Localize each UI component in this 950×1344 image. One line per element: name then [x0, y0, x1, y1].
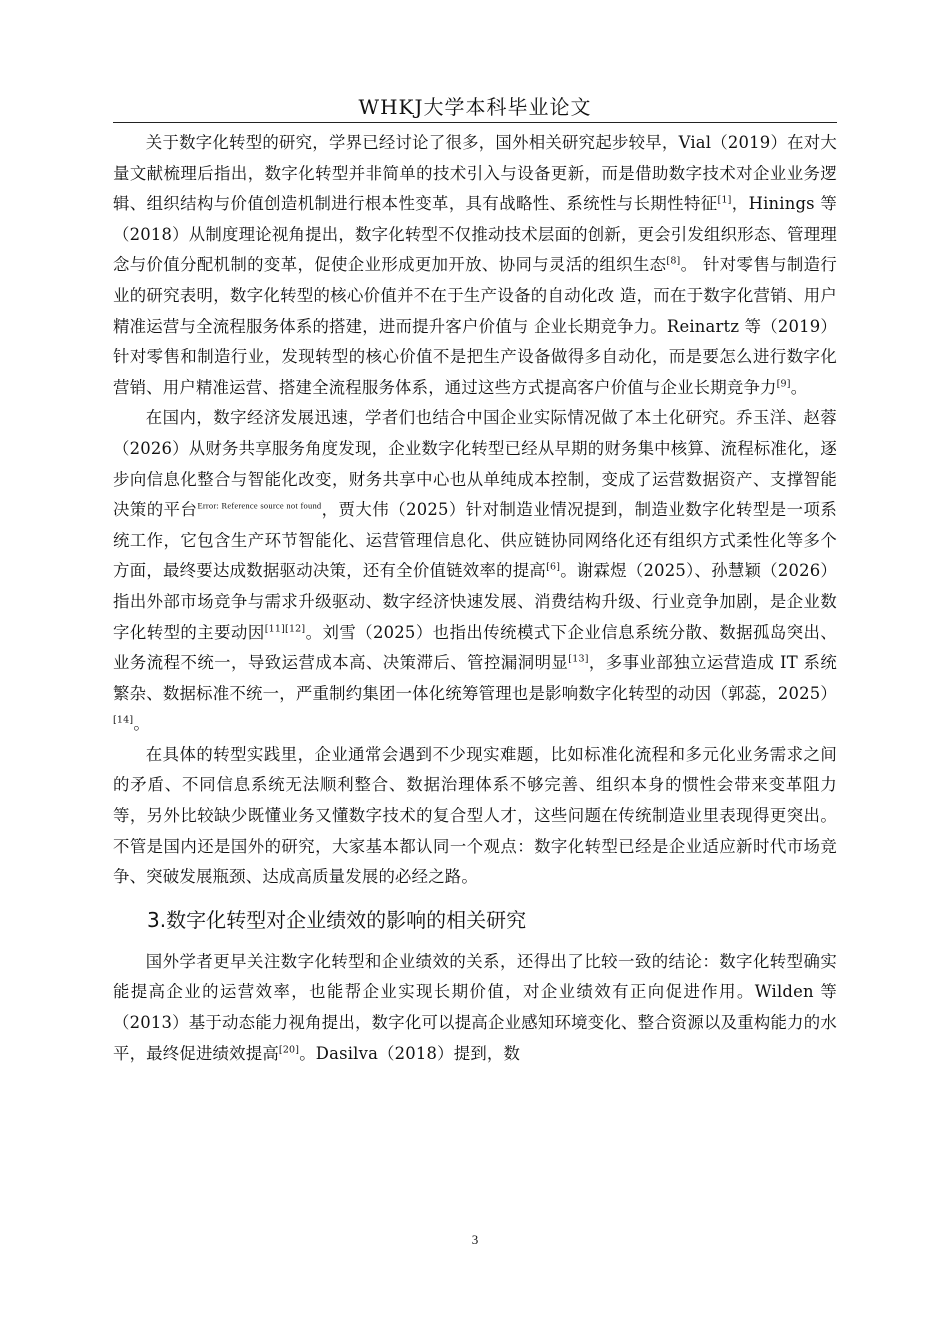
paragraph-text: ，贾大伟（2025）针对制造业情况提到，制造业数字化转型是一项系统工作，它包含生产环节智能化、运营管理信息化、供应链协同网络化还有组织方式柔性化等多个方面，最终要达成数据驱动决策，还有全价值链效率的提高	[113, 500, 837, 581]
paragraph-performance-impact	[113, 947, 837, 1069]
paragraph-text: 。Dasilva（2018）提到，数	[299, 1043, 521, 1063]
paragraph-text: 。	[133, 714, 150, 734]
paragraph-text: 。	[790, 377, 808, 397]
citation-marker: [1]	[717, 194, 732, 206]
body-text	[113, 128, 837, 1069]
paragraph-text: 。刘雪（2025）也指出传统模式下企业信息系统分散、数据孤岛突出、业务流程不统一，导致运营成本高、决策滞后、管控漏洞明显	[113, 622, 837, 673]
citation-marker: [14]	[113, 714, 134, 726]
paragraph-digital-transformation-domestic	[113, 403, 837, 740]
header-title: WHKJ大学本科毕业论文	[358, 95, 592, 119]
paragraph-text: ，多事业部独立运营造成 IT 系统繁杂、数据标准不统一，严重制约集团一体化统筹管理也是影响数字化转型的动因（郭蕊，2025）	[113, 653, 837, 703]
section-heading: 3.数字化转型对企业绩效的影响的相关研究	[147, 907, 527, 932]
citation-marker: [11][12]	[264, 623, 306, 635]
page-header	[113, 92, 837, 123]
paragraph-text: ，Hinings 等（2018）从制度理论视角提出，数字化转型不仅推动技术层面的创新，更会引发组织形态、管理理念与价值分配机制的变革，促使企业形成更加开放、协同与灵活的组织生态	[113, 194, 837, 275]
paragraph-digital-transformation-abroad	[113, 128, 837, 403]
paragraph-text: 关于数字化转型的研究，学界已经讨论了很多，国外相关研究起步较早，Vial（2019）在对大量文献梳理后指出，数字化转型并非简单的技术引入与设备更新，而是借助数字技术对企业业务逻辑、组织结构与价值创造机制进行根本性变革，具有战略性、系统性与长期性特征	[113, 133, 837, 214]
paragraph-text: 。 针对零售与制造行业的研究表明，数字化转型的核心价值并不在于生产设备的自动化改 造，而在于数字化营销、用户精准运营与全流程服务体系的搭建，进而提升客户价值与 企业长期竞争力。Reinartz 等（2019）针对零售和制造行业，发现转型的核心价值不是把生产设备做得多自动化，而是要怎么进行数字化营销、用户精准运营、搭建全流程服务体系，通过这些方式提高客户价值与企业长期竞争力	[113, 255, 837, 397]
paragraph-text: 国外学者更早关注数字化转型和企业绩效的关系，还得出了比较一致的结论：数字化转型确实能提高企业的运营效率，也能帮企业实现长期价值，对企业绩效有正向促进作用。Wilden 等（2013）基于动态能力视角提出，数字化可以提高企业感知环境变化、整合资源以及重构能力的水平，最终促进绩效提高	[113, 951, 837, 1063]
paragraph-transformation-challenges	[113, 740, 837, 893]
reference-error-text: Error: Reference source not found	[197, 500, 322, 511]
page-number: 3	[471, 1232, 479, 1247]
paragraph-text: 在具体的转型实践里，企业通常会遇到不少现实难题，比如标准化流程和多元化业务需求之间的矛盾、不同信息系统无法顺利整合、数据治理体系不够完善、组织本身的惯性会带来变革阻力等，另外比较缺少既懂业务又懂数字技术的复合型人才，这些问题在传统制造业里表现得更突出。不管是国内还是国外的研究，大家基本都认同一个观点：数字化转型已经是企业适应新时代市场竞争、突破发展瓶颈、达成高质量发展的必经之路。	[113, 744, 837, 887]
citation-marker: [6]	[546, 561, 561, 573]
paragraph-text: 在国内，数字经济发展迅速，学者们也结合中国企业实际情况做了本土化研究。乔玉洋、赵蓉（2026）从财务共享服务角度发现，企业数字化转型已经从早期的财务集中核算、流程标准化，逐步向信息化整合与智能化改变，财务共享中心也从单纯成本控制，变成了运营数据资产、支撑智能决策的平台	[113, 408, 837, 520]
citation-marker: [8]	[666, 255, 681, 267]
citation-marker: [20]	[278, 1044, 300, 1056]
citation-marker: [13]	[568, 653, 589, 665]
paragraph-text: 。谢霖煜（2025）、孙慧颖（2026）指出外部市场竞争与需求升级驱动、数字经济快速发展、消费结构升级、行业竞争加剧，是企业数字化转型的主要动因	[113, 561, 837, 642]
citation-marker: [9]	[776, 378, 791, 390]
